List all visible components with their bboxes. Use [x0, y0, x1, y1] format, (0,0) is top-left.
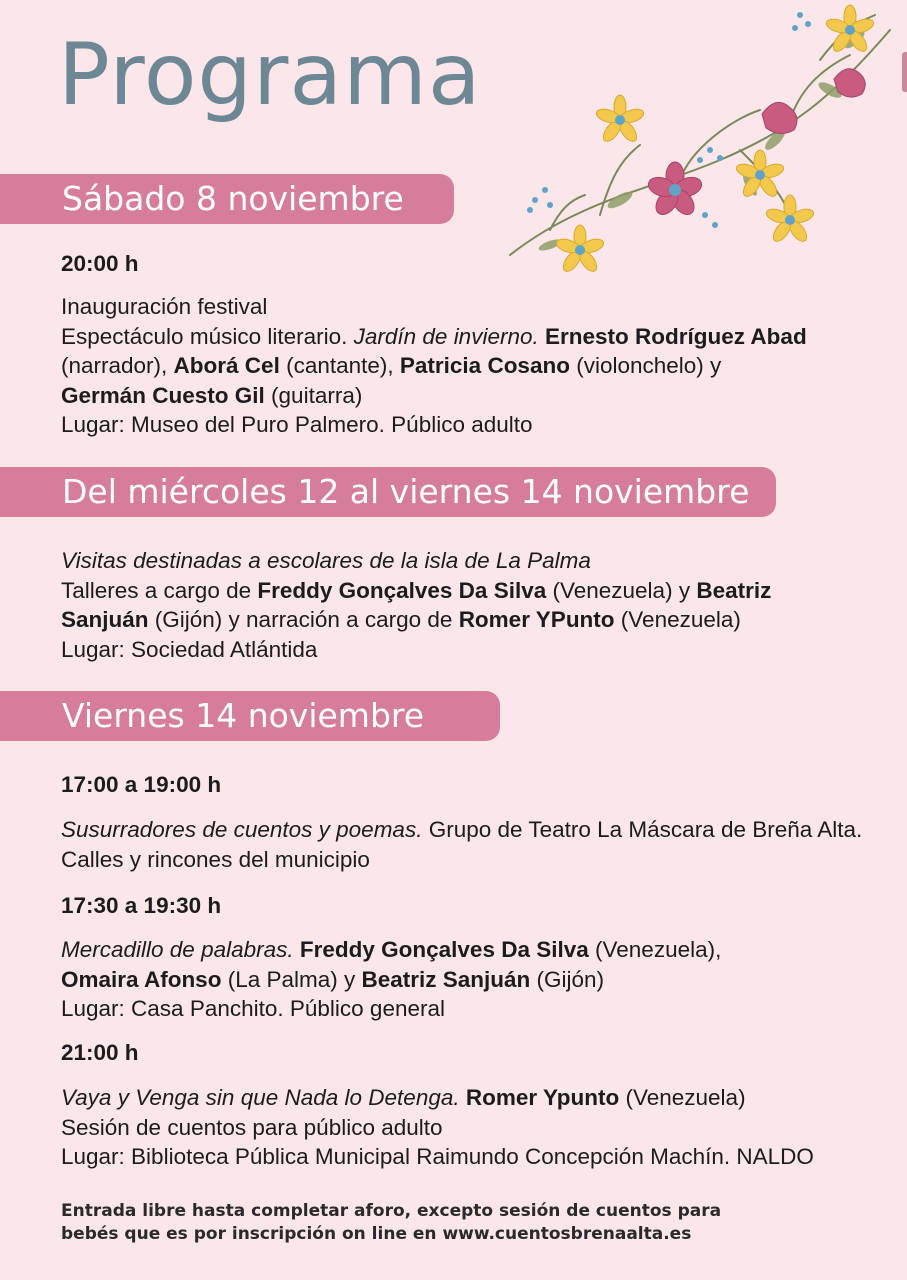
event-line: Espectáculo músico literario. Jardín de invierno. Ernesto Rodríguez Abad: [61, 323, 807, 349]
event-line: Vaya y Venga sin que Nada lo Detenga. Romer Ypunto (Venezuela): [61, 1085, 746, 1110]
section-banner-miercoles: Del miércoles 12 al viernes 14 noviembre: [0, 467, 776, 517]
event-line: (narrador), Aborá Cel (cantante), Patricia Cosano (violonchelo) y: [61, 353, 722, 378]
floral-illustration-icon: [490, 0, 907, 300]
footer-note: [61, 1200, 881, 1246]
footer-line: bebés que es por inscripción on line en www.cuentosbrenaalta.es: [61, 1224, 692, 1244]
event-time: 17:30 a 19:30 h: [61, 893, 222, 918]
event-time: 20:00 h: [61, 251, 139, 276]
event-line: Sanjuán (Gijón) y narración a cargo de Romer YPunto (Venezuela): [61, 607, 741, 632]
event-line: Visitas destinadas a escolares de la isla de La Palma: [61, 548, 591, 573]
page-title: Programa: [58, 25, 482, 125]
footer-line: Entrada libre hasta completar aforo, excepto sesión de cuentos para: [61, 1201, 722, 1221]
event-description: [61, 546, 881, 664]
event-line: Calles y rincones del municipio: [61, 846, 370, 872]
event-description: [61, 815, 881, 874]
event-line: Talleres a cargo de Freddy Gonçalves Da Silva (Venezuela) y Beatriz: [61, 577, 772, 603]
section-banner-sabado: Sábado 8 noviembre: [0, 174, 454, 224]
event-location: Lugar: Biblioteca Pública Municipal Raimundo Concepción Machín. NALDO: [61, 1144, 814, 1169]
event-line: Susurradores de cuentos y poemas. Grupo de Teatro La Máscara de Breña Alta.: [61, 817, 863, 842]
event-line: Germán Cuesto Gil (guitarra): [61, 382, 363, 408]
event-description: [61, 292, 881, 440]
event-time: 17:00 a 19:00 h: [61, 772, 222, 797]
event-line: Inauguración festival: [61, 294, 268, 319]
event-line: Sesión de cuentos para público adulto: [61, 1114, 443, 1140]
event-location: Lugar: Sociedad Atlántida: [61, 636, 318, 662]
event-description: [61, 1083, 881, 1172]
event-line: Mercadillo de palabras. Freddy Gonçalves Da Silva (Venezuela),: [61, 937, 722, 962]
event-location: Lugar: Casa Panchito. Público general: [61, 996, 445, 1021]
event-location: Lugar: Museo del Puro Palmero. Público adulto: [61, 412, 533, 437]
section-banner-viernes: Viernes 14 noviembre: [0, 691, 500, 741]
event-time: 21:00 h: [61, 1040, 139, 1065]
event-line: Omaira Afonso (La Palma) y Beatriz Sanjuán (Gijón): [61, 966, 605, 992]
event-description: [61, 935, 881, 1024]
